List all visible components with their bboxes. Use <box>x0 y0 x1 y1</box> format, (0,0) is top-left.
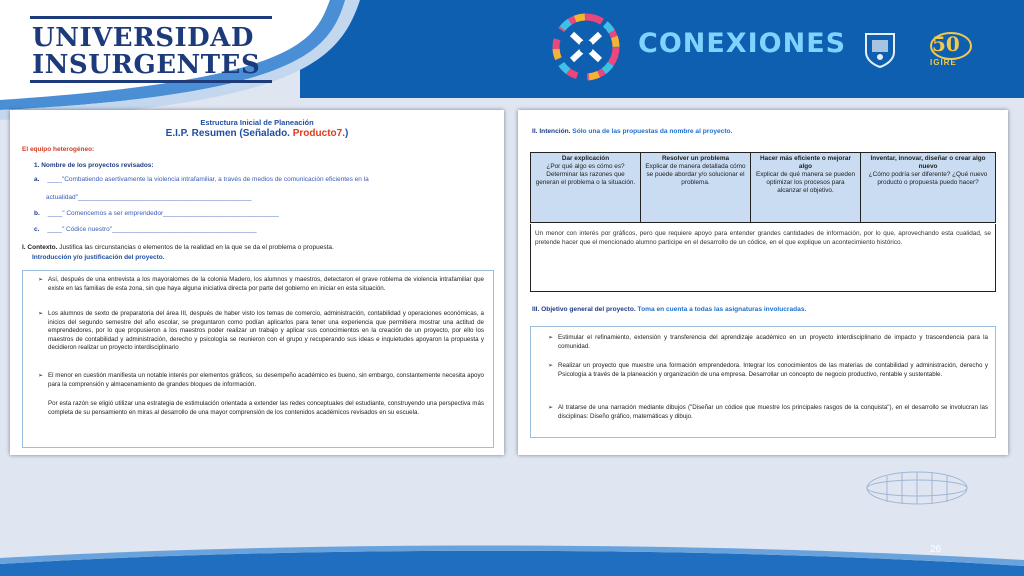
paragraph-text: Por esta razón se eligió utilizar una estrategia de estimulación orientada a extender las redes conceptuales del estudiante, construyendo una perspectiva más completa de su pensamiento en miras al desarrollo de una mayor comprensión de los contenidos académicos revisados en su escuela. <box>48 400 484 416</box>
project-name: ____" Comencemos a ser emprendedor________________________________ <box>47 210 279 217</box>
unam-seal-icon <box>862 30 898 68</box>
conexiones-emblem-icon <box>546 8 626 86</box>
intention-table <box>530 152 996 223</box>
context-label: I. Contexto. <box>22 244 58 251</box>
subtitle-end: ) <box>344 128 349 139</box>
globe-decoration-icon <box>862 470 972 520</box>
project-letter: c. <box>34 226 40 233</box>
header-title: Resolver un problema <box>661 155 730 162</box>
logo-rule-top <box>30 16 272 19</box>
subtitle-product: Producto7. <box>292 128 345 139</box>
project-item-b <box>34 210 279 217</box>
subtitle-main: E.I.P. Resumen (Señalado. <box>165 128 293 139</box>
intention-answer: Un menor con interés por gráficos, pero que requiere apoyo para entender grandes cantidades de información, por lo que, aprovechando esta cualidad, se pretende hacer que el mencionado alumno participe en el desarrollo de un códice, en el que explique un acontecimiento histórico. <box>530 224 996 292</box>
bullet-arrow-icon: ➢ <box>548 334 554 341</box>
team-heading: El equipo heterogéneo: <box>22 146 95 153</box>
context-textbox <box>22 270 494 448</box>
projects-heading: 1. Nombre de los proyectos revisados: <box>34 162 154 169</box>
objective-label: III. Objetivo general del proyecto. <box>532 306 636 313</box>
header-body: Explicar de manera detallada cómo se puede abordar y/o solucionar el problema. <box>645 163 746 186</box>
project-item-c <box>34 226 257 233</box>
bullet-arrow-icon: ➢ <box>38 276 44 283</box>
context-subheading: Introducción y/o justificación del proyecto. <box>32 254 165 261</box>
objective-heading <box>532 306 806 313</box>
planning-document-right <box>518 110 1008 455</box>
bullet-text: Al tratarse de una narración mediante dibujos ("Diseñar un códice que muestre los principales rasgos de la conquista"), en el desarrollo se involucran las disciplinas: Diseño gráfico, matemáticas y dibujo. <box>558 404 988 420</box>
objective-bullet <box>548 334 988 351</box>
university-name-line1: UNIVERSIDAD <box>32 23 254 53</box>
bullet-arrow-icon: ➢ <box>38 372 44 379</box>
footer-wave-decoration <box>0 536 1024 576</box>
conexiones-logo-text: CONEXIONES <box>638 28 847 59</box>
context-heading <box>22 244 492 251</box>
header-body: ¿Por qué algo es cómo es? Determinar las razones que generan el problema o la situación. <box>535 163 636 186</box>
table-header-row <box>531 153 996 223</box>
intention-heading <box>532 128 732 135</box>
header-title: Dar explicación <box>561 155 610 162</box>
anniversary-logo <box>924 30 974 70</box>
table-header-cell <box>751 153 861 223</box>
logo-rule-bottom <box>30 80 272 83</box>
bullet-text: Así, después de una entrevista a los mayoralomes de la colonia Madero, los alumnos y maestros, detectaron el grave roblema de violencia intrafamiliar que existe en las familias de esta zona, sin que haya alguna iniciativa directa por parte del gobierno en iniciar en esta situación. <box>48 276 484 292</box>
objective-bullet <box>548 404 988 421</box>
intention-label: II. Intención. <box>532 128 571 135</box>
page-number: 26 <box>930 544 942 555</box>
intention-text: Sólo una de las propuestas da nombre al proyecto. <box>570 128 733 135</box>
project-item-a <box>34 176 369 183</box>
context-bullet <box>38 372 484 389</box>
university-logo <box>30 16 276 86</box>
bullet-text: Estimular el refinamiento, extensión y transferencia del aprendizaje académico en un proyecto interdisciplinario de impacto y trascendencia para la comunidad. <box>558 334 988 350</box>
context-bullet <box>38 276 484 293</box>
bullet-arrow-icon: ➢ <box>548 362 554 369</box>
header-title: Inventar, innovar, diseñar o crear algo nuevo <box>870 155 986 170</box>
document-title: Estructura Inicial de Planeación <box>200 118 314 127</box>
project-letter: a. <box>34 176 40 183</box>
bullet-text: El menor en cuestión manifiesta un notable interés por elementos gráficos, su desempeño académico es bueno, sin embargo, constantemente necesita apoyo para la comprensión y almacenamiento de grandes bloques de información. <box>48 372 484 388</box>
project-item-a-cont <box>46 194 251 201</box>
table-header-cell <box>531 153 641 223</box>
objective-bullet <box>548 362 988 379</box>
university-name-line2: INSURGENTES <box>32 50 261 80</box>
project-name: actualidad"________________________________________________ <box>46 194 252 201</box>
anniversary-subtext: IGIRE <box>930 58 957 67</box>
context-paragraph <box>48 400 484 417</box>
table-header-cell <box>641 153 751 223</box>
bullet-arrow-icon: ➢ <box>38 310 44 317</box>
project-letter: b. <box>34 210 40 217</box>
table-header-cell <box>861 153 996 223</box>
objective-text: Toma en cuenta a todas las asignaturas involucradas. <box>635 306 807 313</box>
bullet-text: Realizar un proyecto que muestre una formación emprendedora. Integrar los conocimientos de las materias de contabilidad y administración, derecho y Psicología a través de la planeación y organización de una empresa. Desarrollar un concepto de negocio productivo, rentable y sustentable. <box>558 362 988 378</box>
bullet-arrow-icon: ➢ <box>548 404 554 411</box>
project-name: ____"Combatiendo asertivamente la violencia intrafamiliar, a través de medios de comunicación eficientes en la <box>47 176 369 183</box>
bullet-text: Los alumnos de sexto de preparatoria del área III, después de haber visto los temas de comercio, administración, contabilidad y operaciones económicas, a inicios del segundo semestre del año escolar, se preguntaron como podían aplicarlos para tener una experiencia que permitiera mostrar una actitud de emprendedores, por lo que propusieron a los maestros poder realizar un trabajo y aplicar sus conocimientos en la creación de un proyecto, por ello los maestros de contabilidad y administración, derecho y psicología se reunieron con el grupo y recuperando sus ideas e inquietudes apoyaron la propuesta y decidieron realizar un proyecto interdisciplinario <box>48 310 484 352</box>
header-title: Hacer más eficiente o mejorar algo <box>760 155 851 170</box>
project-name: ____" Códice nuestro"________________________________________ <box>47 226 257 233</box>
document-subtitle <box>10 128 504 139</box>
context-bullet <box>38 310 484 353</box>
header-body: ¿Cómo podría ser diferente? ¿Qué nuevo producto o propuesta puedo hacer? <box>868 171 988 186</box>
planning-document-left <box>10 110 504 455</box>
anniversary-number: 50 <box>932 32 960 56</box>
context-text: Justifica las circunstancias o elementos de la realidad en la que se da el problema o propuesta. <box>57 244 334 251</box>
header-body: Explicar de qué manera se pueden optimizar los procesos para alcanzar el objetivo. <box>755 171 856 194</box>
